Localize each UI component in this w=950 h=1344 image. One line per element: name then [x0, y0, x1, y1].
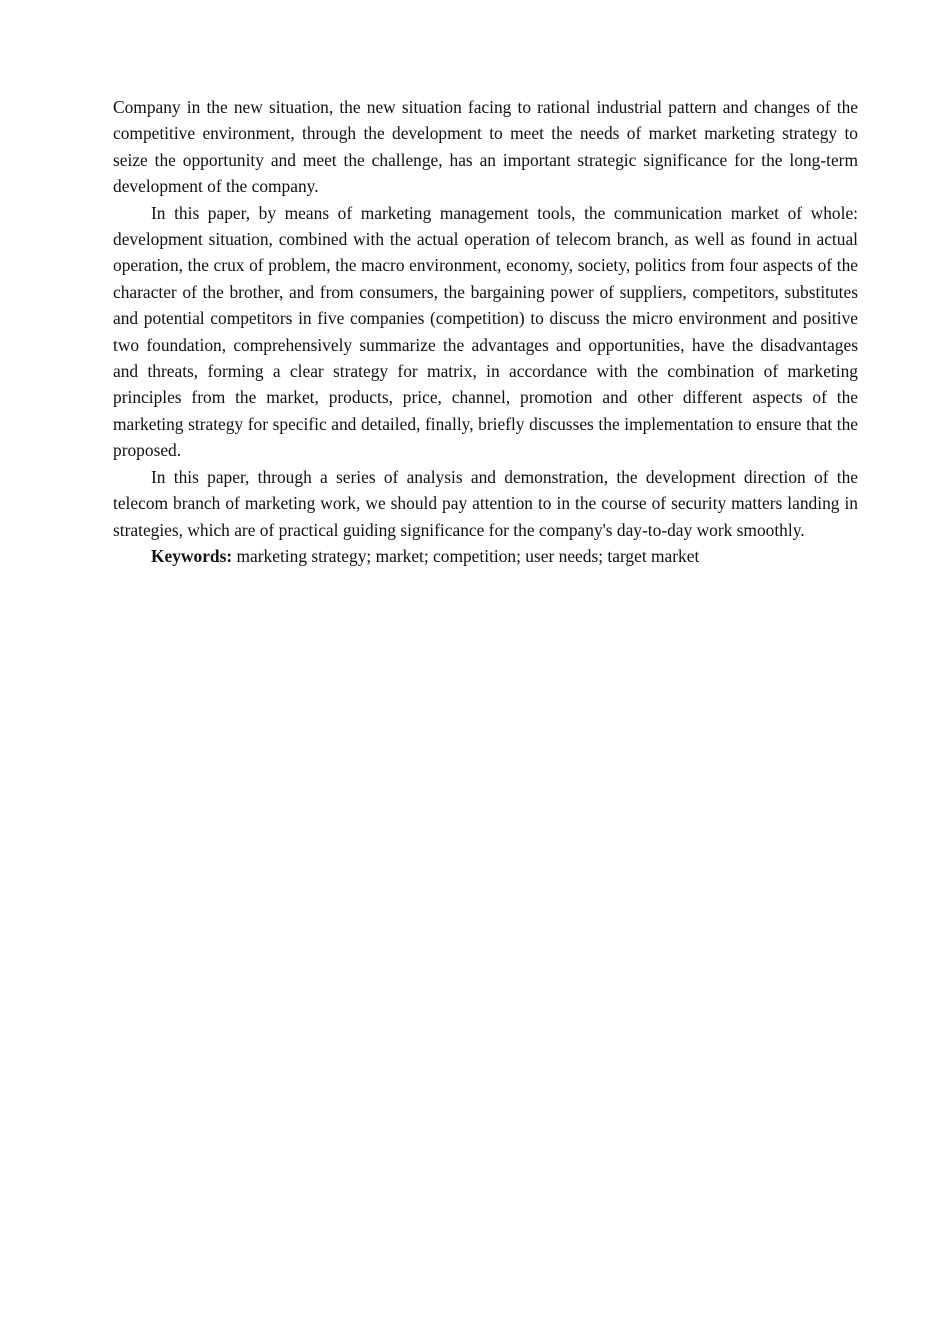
paragraph-conclusion: In this paper, through a series of analysis and demonstration, the development direction of the telecom branch of marketing work, we should pay attention to in the course of security matters landing in strategies, which are of practical guiding significance for the company's day-to-day work smoothly. — [113, 466, 858, 540]
keywords-line — [113, 543, 858, 569]
keywords-label: Keywords: — [151, 545, 233, 566]
keywords-text: marketing strategy; market; competition; user needs; target market — [232, 545, 700, 566]
abstract-body — [113, 94, 858, 569]
paragraph-intro: Company in the new situation, the new situation facing to rational industrial pattern and changes of the competitive environment, through the development to meet the needs of market marketing strategy to seize the opportunity and meet the challenge, has an important strategic significance for the long-term development of the company. — [113, 97, 858, 197]
paragraph-methods: In this paper, by means of marketing management tools, the communication market of whole: development situation, combined with the actual operation of telecom branch, as well as found in actual operation, the crux of problem, the macro environment, economy, society, politics from four aspects of the character of the brother, and from consumers, the bargaining power of suppliers, competitors, substitutes and potential competitors in five companies (competition) to discuss the micro environment and positive two foundation, comprehensively summarize the advantages and opportunities, have the disadvantages and threats, forming a clear strategy for matrix, in accordance with the combination of marketing principles from the market, products, price, channel, promotion and other different aspects of the marketing strategy for specific and detailed, finally, briefly discusses the implementation to ensure that the proposed. — [113, 202, 858, 461]
